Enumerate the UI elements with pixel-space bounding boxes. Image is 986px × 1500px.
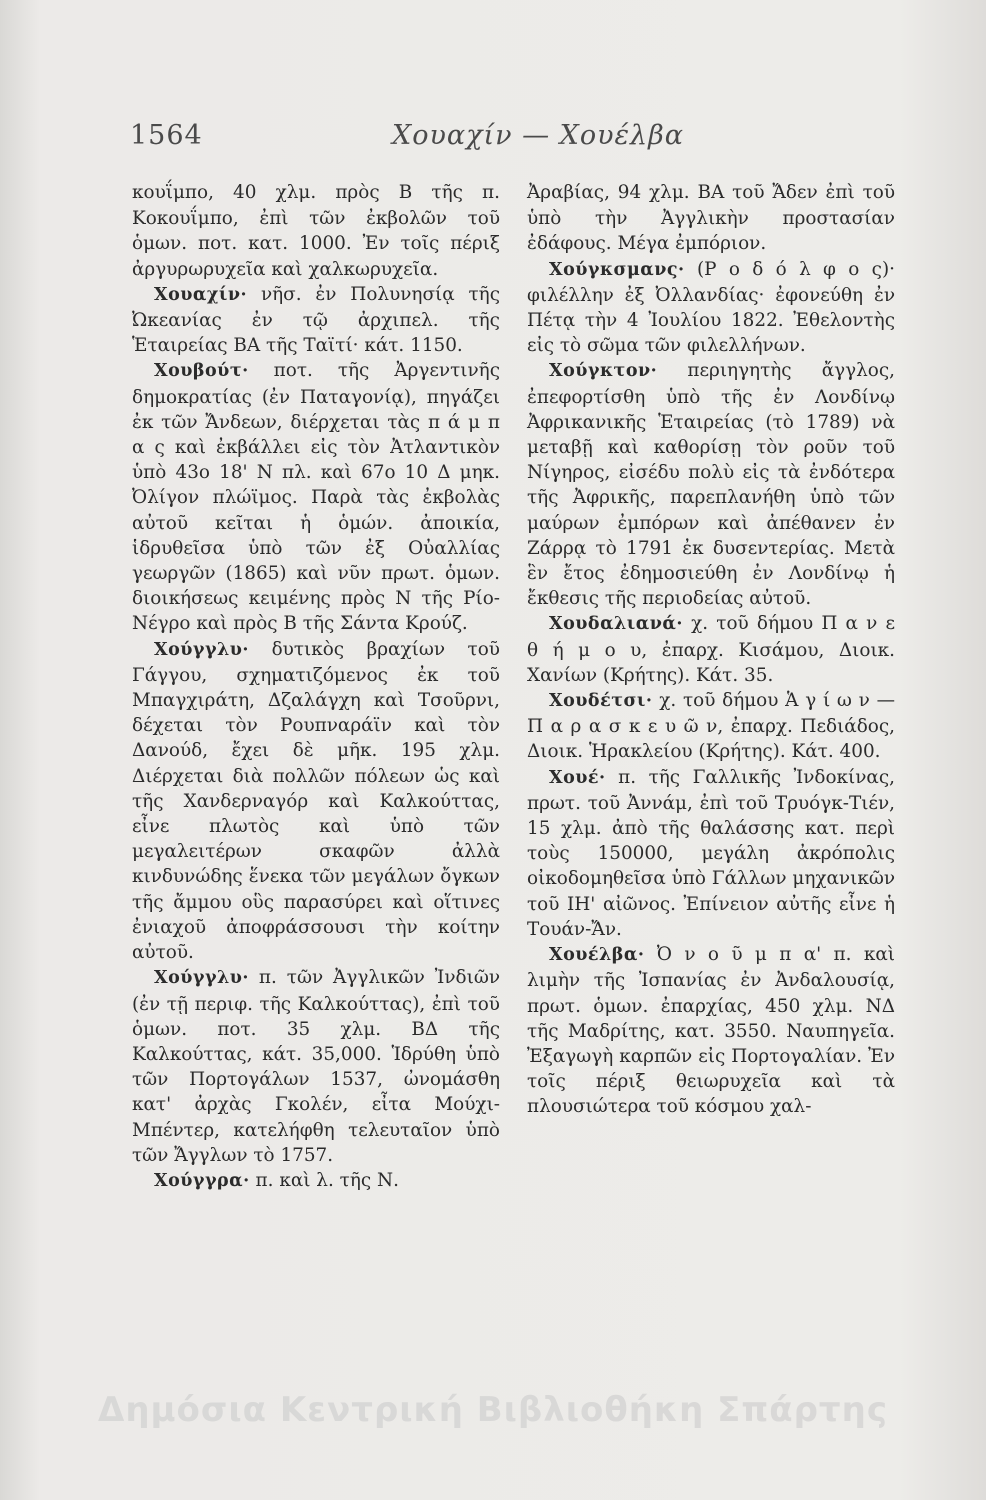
entry bbox=[527, 358, 895, 611]
left-column bbox=[132, 180, 500, 1194]
right-column bbox=[527, 180, 895, 1120]
headword: Χούγκτον· bbox=[549, 361, 658, 382]
headword: Χούγγλυ· bbox=[154, 639, 250, 660]
entry-text: π. τῶν Ἀγγλικῶν Ἰνδιῶν (ἐν τῇ περιφ. τῆς Καλκούττας), ἐπὶ τοῦ ὁμων. ποτ. 35 χλμ. ΒΔ τῆς Καλκούττας, κάτ. 35,000. Ἱδρύθη ὑπὸ τῶν Πορτογάλων 1537, ὠνομάσθη κατ' ἀρχὰς Γκολέν, εἶτα Μούχι-Μπέντερ, κατελήφθη τελευταῖον ὑπὸ τῶν Ἄγγλων τὸ 1757. bbox=[132, 967, 500, 1166]
entry bbox=[527, 765, 895, 942]
entry bbox=[527, 942, 895, 1119]
entry-text: (Ρ ο δ ό λ φ ο ς)· φιλέλλην ἐξ Ὀλλανδίας· ἐφονεύθη ἐν Πέτᾳ τὴν 4 Ἰουλίου 1822. Ἐθελοντὴς εἰς τὸ σῶμα τῶν φιλελλήνων. bbox=[527, 258, 895, 357]
headword: Χουέλβα· bbox=[549, 945, 645, 966]
entry-text: χ. τοῦ δήμου Π α ν ε θ ή μ ο υ, ἐπαρχ. Κισάμου, Διοικ. Χανίων (Κρήτης). Κάτ. 35. bbox=[527, 613, 895, 686]
page-header bbox=[130, 120, 900, 160]
headword: Χούγκσμανς· bbox=[549, 259, 685, 280]
page-number: 1564 bbox=[130, 120, 203, 151]
entry-text: Ὀ ν ο ῦ μ π α' π. καὶ λιμὴν τῆς Ἰσπανίας ἐν Ἀνδαλουσίᾳ, πρωτ. ὁμων. ἐπαρχίας, 450 χλμ. ΝΔ τῆς Μαδρίτης, κατ. 3550. Ναυπηγεῖα. Ἐξαγωγὴ καρπῶν εἰς Πορτογαλίαν. Ἐν τοῖς πέριξ θειωρυχεῖα καὶ τὰ πλουσιώτερα τοῦ κόσμου χαλ- bbox=[527, 944, 895, 1118]
entry-text: π. τῆς Γαλλικῆς Ἰνδοκίνας, πρωτ. τοῦ Ἀννάμ, ἐπὶ τοῦ Τρυόγκ-Τιέν, 15 χλμ. ἀπὸ τῆς θαλάσσης κατ. περὶ τοὺς 150000, μεγάλη ἀκρόπολις οἰκοδομηθεῖσα ὑπὸ Γάλλων μηχανικῶν τοῦ ΙΗ' αἰῶνος. Ἐπίνειον αὐτῆς εἶνε ἡ Τουάν-Ἄν. bbox=[527, 766, 895, 940]
headword: Χούγγλυ· bbox=[154, 968, 250, 989]
entry-text: ποτ. τῆς Ἀργεντινῆς δημοκρατίας (ἐν Παταγονίᾳ), πηγάζει ἐκ τῶν Ἄνδεων, διέρχεται τὰς π ά μ π α ς καὶ ἐκβάλλει εἰς τὸν Ἀτλαντικὸν ὑπὸ 43ο 18' Ν πλ. καὶ 67ο 10 Δ μηκ. Ὀλίγον πλώϊμος. Παρὰ τὰς ἐκβολὰς αὐτοῦ κεῖται ἡ ὁμών. ἀποικία, ἱδρυθεῖσα ὑπὸ τῶν ἐξ Οὐαλλίας γεωργῶν (1865) καὶ νῦν πρωτ. ὁμων. διοικήσεως κειμένης πρὸς Ν τῆς Ρίο-Νέγρο καὶ πρὸς Β τῆς Σάντα Κρούζ. bbox=[132, 360, 500, 635]
entry-text: π. καὶ λ. τῆς Ν. bbox=[249, 1169, 399, 1191]
entry bbox=[527, 257, 895, 359]
entry-text: δυτικὸς βραχίων τοῦ Γάγγου, σχηματιζόμενος ἐκ τοῦ Μπαγχιράτη, Δζαλάγχη καὶ Τσοῦρνι, δέχεται τὸν Ρουπναράϊν καὶ τὸν Δανούδ, ἔχει δὲ μῆκ. 195 χλμ. Διέρχεται διὰ πολλῶν πόλεων ὡς καὶ τῆς Χανδερναγόρ καὶ Καλκούττας, εἶνε πλωτὸς καὶ ὑπὸ τῶν μεγαλειτέρων σκαφῶν ἀλλὰ κινδυνώδης ἕνεκα τῶν μεγάλων ὄγκων τῆς ἄμμου οὓς παρασύρει καὶ οἵτινες ἐνιαχοῦ ἀποφράσσουσι τὴν κοίτην αὐτοῦ. bbox=[132, 638, 500, 964]
headword: Χουβούτ· bbox=[154, 361, 249, 382]
headword: Χουέ· bbox=[549, 767, 606, 788]
entry-text: νῆσ. ἐν Πολυνησίᾳ τῆς Ὠκεανίας ἐν τῷ ἀρχιπελ. τῆς Ἑταιρείας ΒΑ τῆς Ταϊτί· κάτ. 1150. bbox=[132, 283, 500, 357]
entry-text: χ. τοῦ δήμου Ἁ γ ί ω ν — Π α ρ α σ κ ε υ ῶ ν, ἐπαρχ. Πεδιάδος, Διοικ. Ἡρακλείου (Κρήτης). Κάτ. 400. bbox=[527, 690, 895, 763]
entry bbox=[132, 637, 500, 966]
entry-text: Ἀραβίας, 94 χλμ. ΒΑ τοῦ Ἄδεν ἐπὶ τοῦ ὑπὸ τὴν Ἀγγλικὴν προστασίαν ἐδάφους. Μέγα ἐμπόριον. bbox=[527, 182, 895, 255]
entry bbox=[132, 1168, 500, 1194]
entry bbox=[132, 965, 500, 1168]
entry bbox=[132, 282, 500, 359]
headword: Χουαχίν· bbox=[154, 284, 248, 305]
library-watermark: Δημόσια Κεντρική Βιβλιοθήκη Σπάρτης bbox=[98, 1390, 888, 1430]
running-title: Χουαχίν — Χουέλβα bbox=[392, 120, 684, 151]
entry bbox=[132, 358, 500, 636]
headword: Χούγγρα· bbox=[154, 1170, 250, 1191]
entry bbox=[527, 180, 895, 257]
entry bbox=[527, 611, 895, 688]
entry-text: περιηγητὴς ἄγγλος, ἐπεφορτίσθη ὑπὸ τῆς ἐν Λονδίνῳ Ἀφρικανικῆς Ἑταιρείας (τὸ 1789) νὰ μεταβῇ καὶ καθορίσῃ τὸν ροῦν τοῦ Νίγηρος, εἰσέδυ πολὺ εἰς τὰ ἐνδότερα τῆς Ἀφρικῆς, παρεπλανήθη ὑπὸ τῶν μαύρων ἐμπόρων καὶ ἀπέθανεν ἐν Ζάρρᾳ τὸ 1791 ἐκ δυσεντερίας. Μετὰ ἓν ἔτος ἐδημοσιεύθη ἐν Λονδίνῳ ἡ ἔκθεσις τῆς περιοδείας αὐτοῦ. bbox=[527, 360, 895, 610]
headword: Χουδαλιανά· bbox=[549, 614, 683, 635]
entry-text: κουΐμπο, 40 χλμ. πρὸς Β τῆς π. Κοκουΐμπο, ἐπὶ τῶν ἐκβολῶν τοῦ ὁμων. ποτ. κατ. 1000. Ἐν τοῖς πέριξ ἀργυρωρυχεῖα καὶ χαλκωρυχεῖα. bbox=[132, 182, 500, 280]
entry bbox=[132, 180, 500, 282]
entry bbox=[527, 688, 895, 765]
headword: Χουδέτσι· bbox=[549, 691, 653, 712]
